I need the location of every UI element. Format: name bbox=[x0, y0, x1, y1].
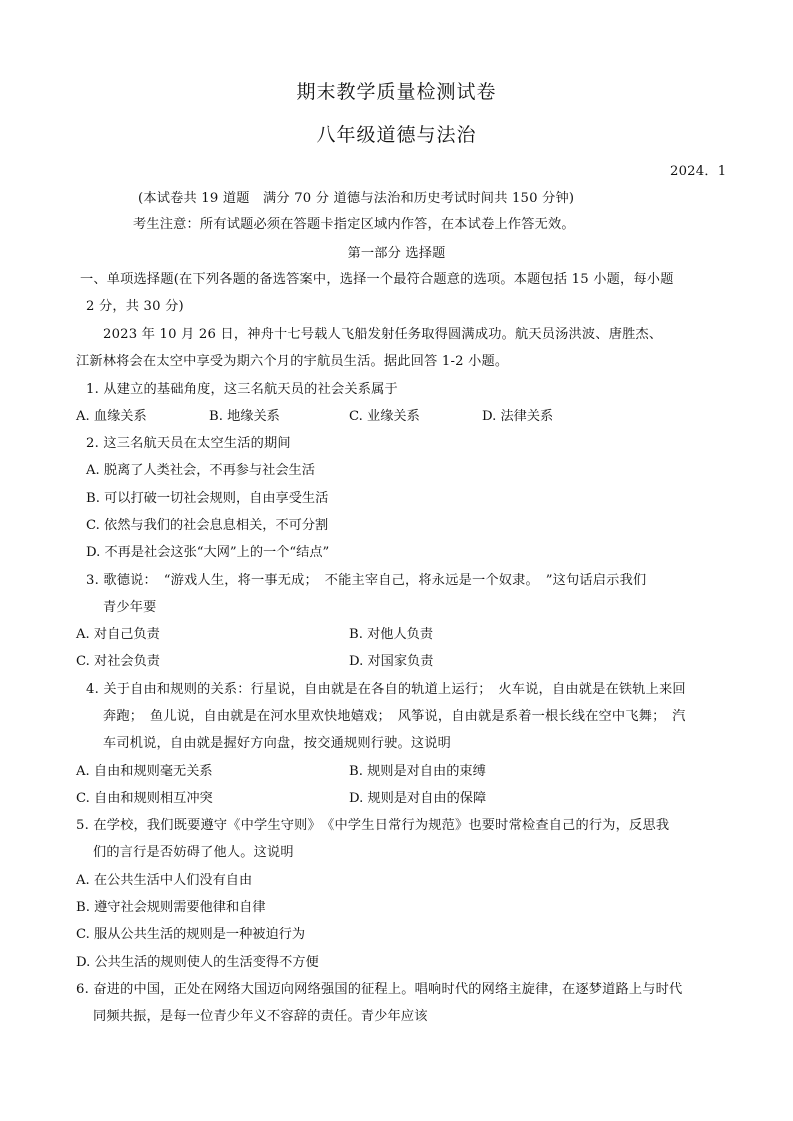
question-3-stem-line1: 3. 歌德说： “游戏人生，将一事无成； 不能主宰自己，将永远是一个奴隶。 ”这句话启示我们 bbox=[86, 573, 647, 588]
question-5-option-a: A. 在公共生活中人们没有自由 bbox=[76, 873, 253, 888]
question-4-option-d: D. 规则是对自由的保障 bbox=[349, 791, 487, 806]
question-6-stem-line1: 6. 奋进的中国，正处在网络大国迈向网络强国的征程上。唱响时代的网络主旋律，在逐梦道路上与时代 bbox=[76, 982, 683, 997]
question-5-option-b: B. 遵守社会规则需要他律和自律 bbox=[76, 900, 266, 915]
question-3-option-b: B. 对他人负责 bbox=[349, 627, 434, 642]
question-6-stem-line2: 同频共振，是每一位青少年义不容辞的责任。青少年应该 bbox=[93, 1009, 428, 1024]
question-5-stem-line1: 5. 在学校，我们既要遵守《中学生守则》 《中学生日常行为规范》也要时常检查自己的行为，反思我 bbox=[76, 818, 670, 833]
exam-info: (本试卷共 19 道题 满分 70 分 道德与法治和历史考试时间共 150 分钟) bbox=[138, 191, 575, 206]
question-2-option-c: C. 依然与我们的社会息息相关，不可分割 bbox=[86, 518, 329, 533]
intro-line2: 江新林将会在太空中享受为期六个月的宇航员生活。据此回答 1-2 小题。 bbox=[76, 354, 509, 369]
question-1-option-b: B. 地缘关系 bbox=[209, 409, 280, 424]
question-4-stem-line3: 车司机说，自由就是握好方向盘，按交通规则行驶。这说明 bbox=[103, 736, 452, 751]
question-3-option-a: A. 对自己负责 bbox=[76, 627, 160, 642]
question-1-stem: 1. 从建立的基础角度，这三名航天员的社会关系属于 bbox=[86, 382, 398, 397]
exam-subtitle: 八年级道德与法治 bbox=[316, 124, 477, 146]
question-5-option-d: D. 公共生活的规则使人的生活变得不方便 bbox=[76, 955, 319, 970]
question-2-option-d: D. 不再是社会这张“大网”上的一个“结点” bbox=[86, 545, 330, 560]
question-2-option-a: A. 脱离了人类社会，不再参与社会生活 bbox=[86, 463, 315, 478]
question-4-stem-line1: 4. 关于自由和规则的关系：行星说，自由就是在各自的轨道上运行； 火车说，自由就是在铁轨上来回 bbox=[86, 682, 686, 697]
exam-title: 期末教学质量检测试卷 bbox=[296, 81, 497, 103]
question-4-stem-line2: 奔跑； 鱼儿说，自由就是在河水里欢快地嬉戏； 风筝说，自由就是系着一根长线在空中飞舞； 汽 bbox=[103, 709, 686, 724]
question-3-option-c: C. 对社会负责 bbox=[76, 654, 160, 669]
question-4-option-a: A. 自由和规则毫无关系 bbox=[76, 764, 213, 779]
question-5-option-c: C. 服从公共生活的规则是一种被迫行为 bbox=[76, 927, 306, 942]
question-4-option-c: C. 自由和规则相互冲突 bbox=[76, 791, 213, 806]
exam-date: 2024．1 bbox=[670, 164, 727, 179]
question-1-option-d: D. 法律关系 bbox=[482, 409, 554, 424]
section-heading-line2: 2 分，共 30 分) bbox=[86, 299, 184, 314]
question-4-option-b: B. 规则是对自由的束缚 bbox=[349, 764, 486, 779]
question-1-option-c: C. 业缘关系 bbox=[349, 409, 420, 424]
question-5-stem-line2: 们的言行是否妨碍了他人。这说明 bbox=[93, 845, 294, 860]
question-2-option-b: B. 可以打破一切社会规则，自由享受生活 bbox=[86, 491, 329, 506]
exam-notice: 考生注意：所有试题必须在答题卡指定区域内作答，在本试卷上作答无效。 bbox=[133, 217, 575, 232]
intro-line1: 2023 年 10 月 26 日，神舟十七号载人飞船发射任务取得圆满成功。航天员汤洪波、唐胜杰、 bbox=[103, 327, 663, 342]
question-2-stem: 2. 这三名航天员在太空生活的期间 bbox=[86, 436, 291, 451]
question-3-option-d: D. 对国家负责 bbox=[349, 654, 434, 669]
part-title: 第一部分 选择题 bbox=[347, 246, 446, 261]
section-heading-line1: 一、单项选择题(在下列各题的备选答案中，选择一个最符合题意的选项。本题包括 15 小题，每小题 bbox=[80, 272, 674, 287]
question-3-stem-line2: 青少年要 bbox=[103, 600, 157, 615]
question-1-option-a: A. 血缘关系 bbox=[76, 409, 147, 424]
